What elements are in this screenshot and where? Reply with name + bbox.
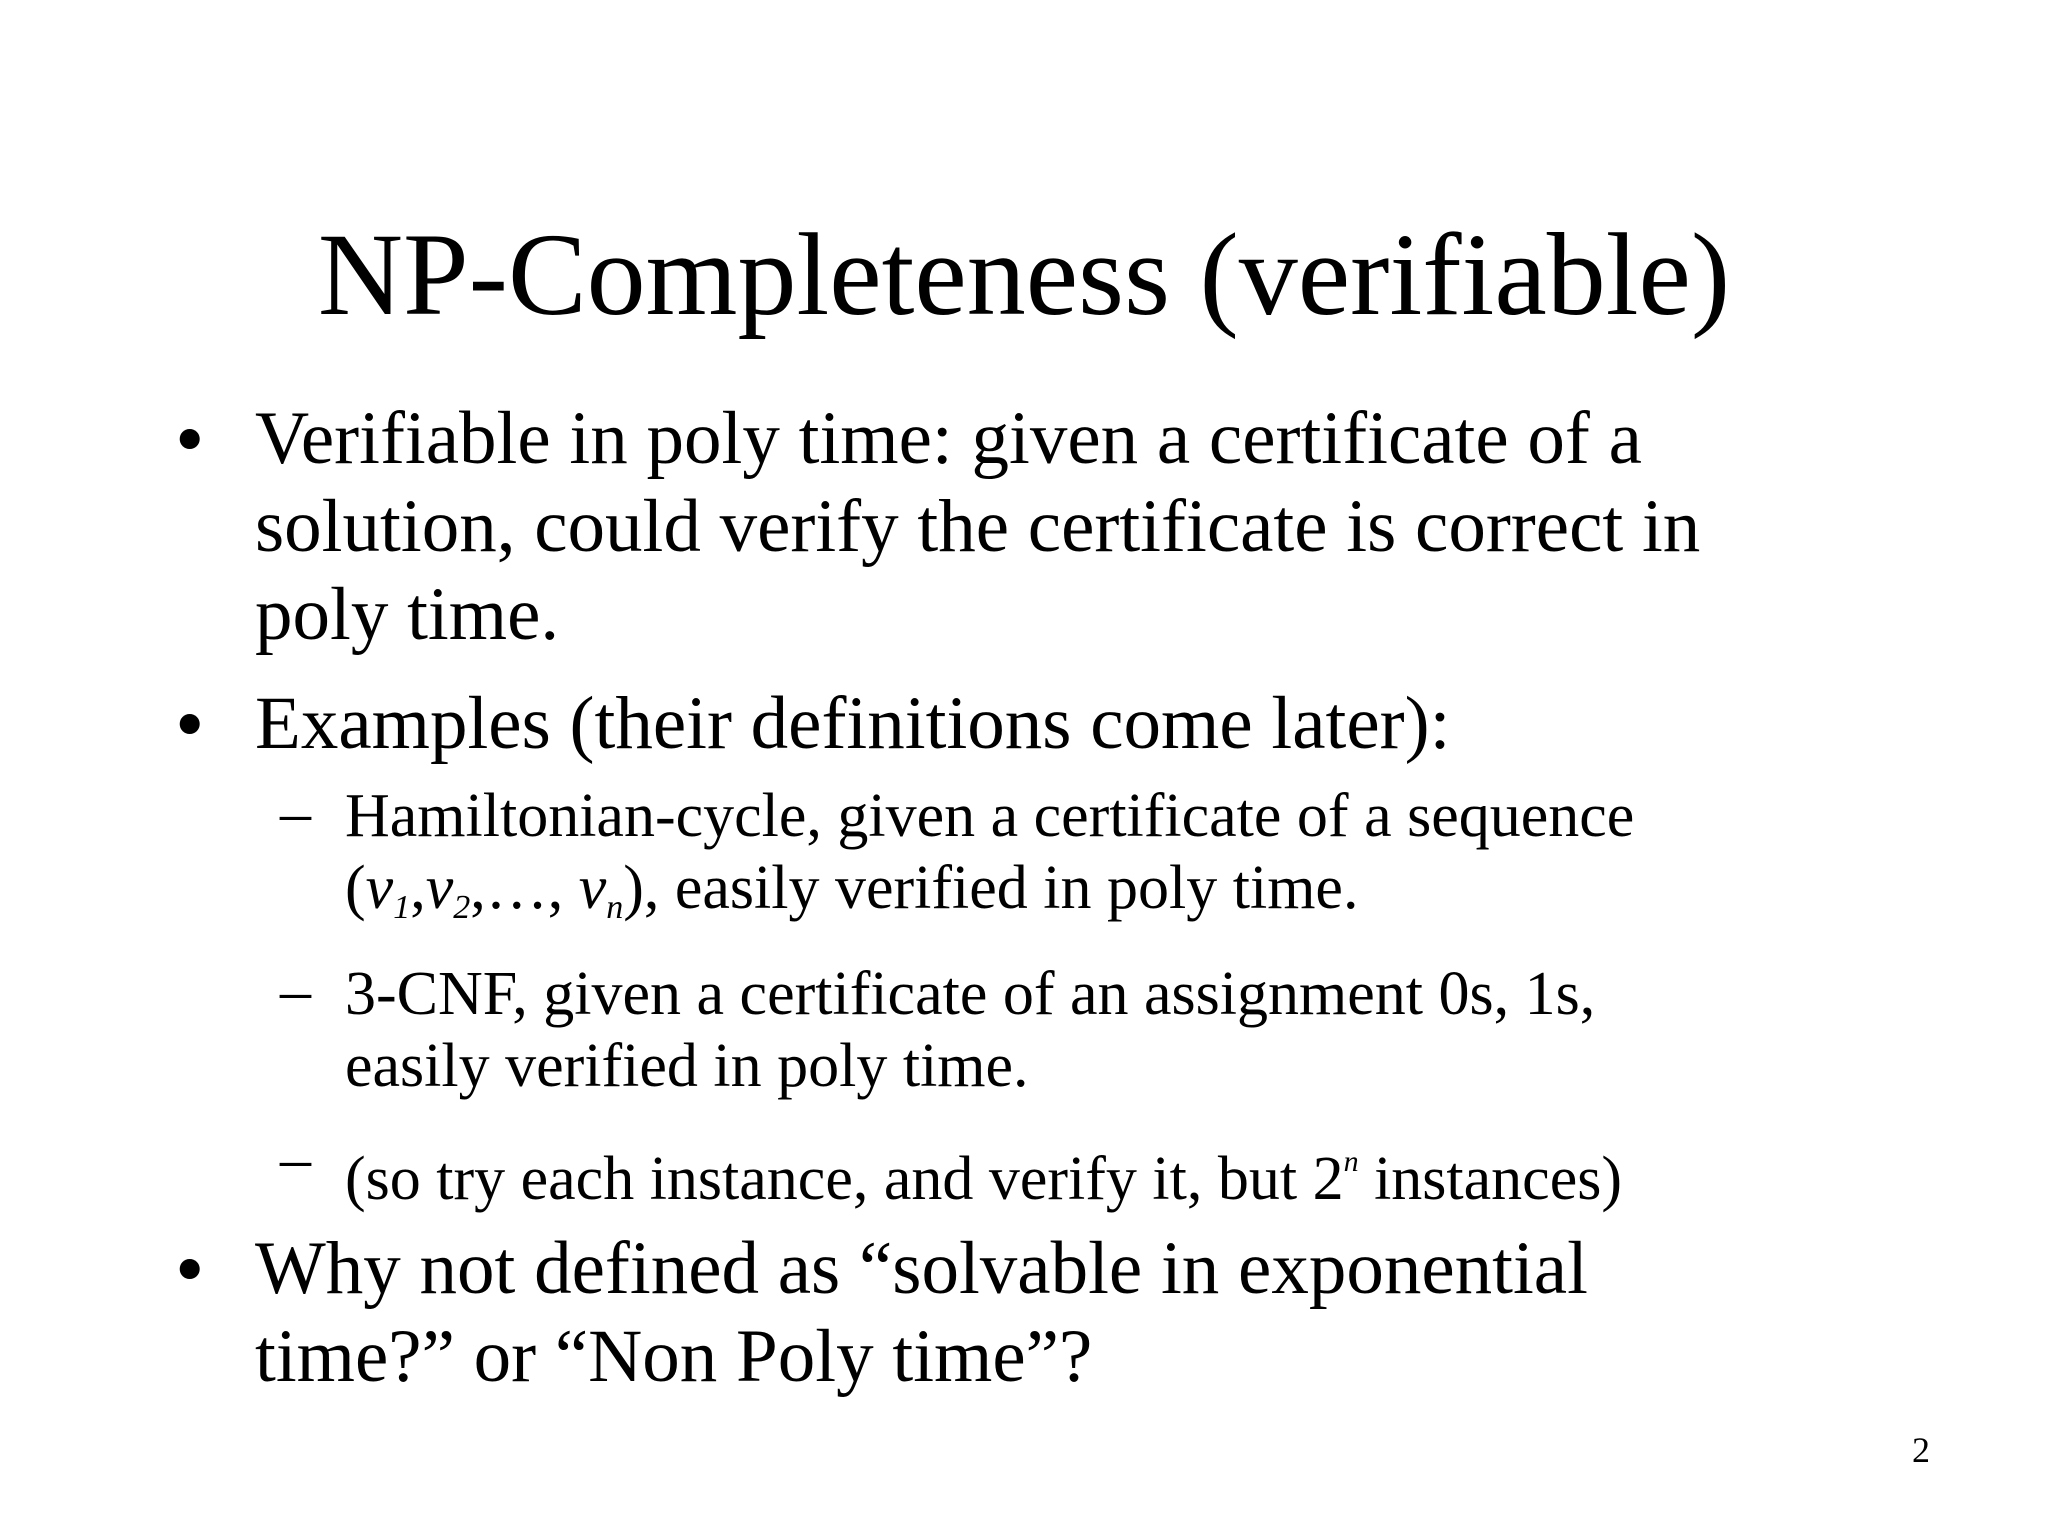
- subscript-n: n: [606, 889, 624, 926]
- text-before: (so try each instance, and verify it, but 2: [345, 1145, 1344, 1213]
- paren-open: (: [345, 854, 366, 922]
- bullet-dot-icon: •: [175, 393, 205, 486]
- text-after: instances): [1358, 1145, 1622, 1213]
- sub-item-text: [345, 958, 1900, 1102]
- separator: ,: [410, 854, 426, 922]
- bullet-dot-icon: •: [175, 678, 205, 771]
- subscript-1: 1: [393, 889, 411, 926]
- sub-item-line: 3-CNF, given a certificate of an assignment 0s, 1s,: [345, 960, 1596, 1028]
- bullet-dot-icon: •: [175, 1223, 205, 1316]
- dash-icon: –: [280, 1125, 311, 1193]
- page-number: 2: [1912, 1430, 1930, 1470]
- var-v: v: [365, 854, 394, 922]
- dash-icon: –: [280, 957, 311, 1025]
- superscript-n: n: [1343, 1145, 1359, 1178]
- sub-item-line-sequence: [345, 852, 1900, 944]
- bullet-text: [255, 680, 1900, 768]
- bullet-line: poly time.: [255, 573, 560, 656]
- sub-item-text: [345, 1126, 1900, 1215]
- subscript-2: 2: [453, 889, 471, 926]
- ellipsis: ,…,: [470, 854, 579, 922]
- bullet-text: [255, 395, 1900, 659]
- bullet-text: [255, 1225, 1900, 1401]
- sub-item-text: [345, 780, 1900, 944]
- dash-icon: –: [280, 779, 311, 847]
- bullet-line: Verifiable in poly time: given a certificate of a: [255, 397, 1642, 480]
- bullet-line: Examples (their definitions come later):: [255, 682, 1451, 765]
- bullet-line: time?” or “Non Poly time”?: [255, 1315, 1093, 1398]
- var-v: v: [578, 854, 607, 922]
- sub-item-line: [345, 1126, 1900, 1215]
- sub-item-line: easily verified in poly time.: [345, 1032, 1029, 1100]
- bullet-line: Why not defined as “solvable in exponential: [255, 1227, 1588, 1310]
- var-v: v: [425, 854, 454, 922]
- sub-item-line: Hamiltonian-cycle, given a certificate of a sequence: [345, 782, 1635, 850]
- slide-title: NP-Completeness (verifiable): [317, 209, 1731, 340]
- sequence-rest: ), easily verified in poly time.: [623, 854, 1359, 922]
- bullet-line: solution, could verify the certificate is correct in: [255, 485, 1701, 568]
